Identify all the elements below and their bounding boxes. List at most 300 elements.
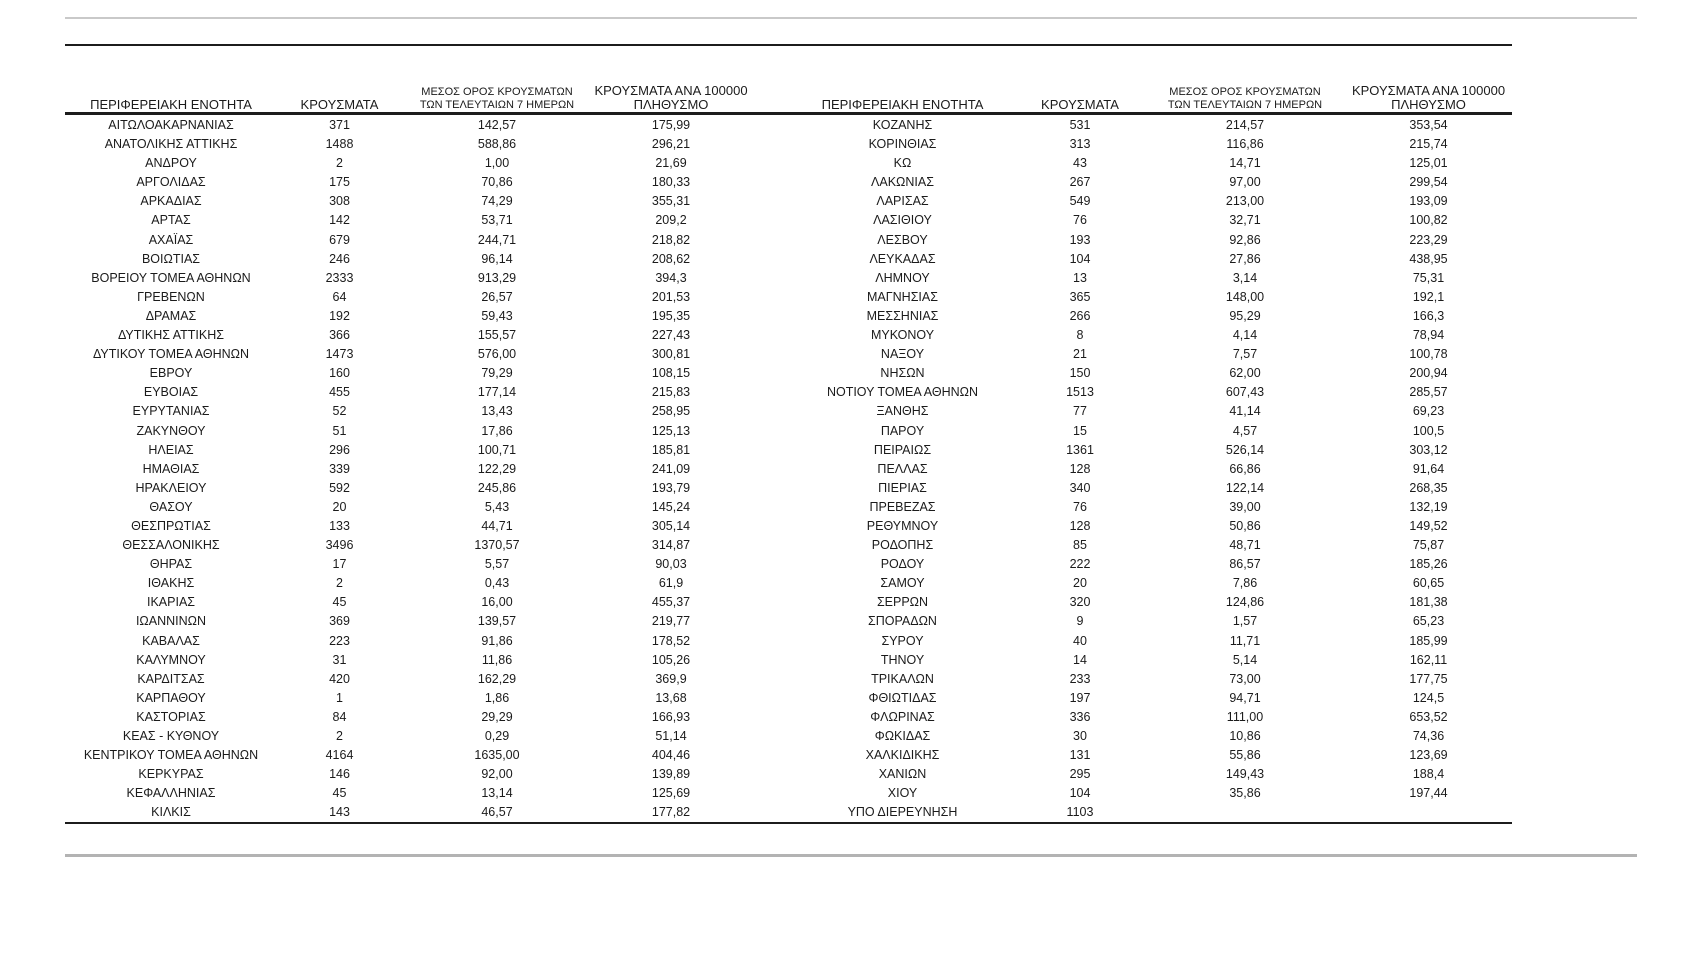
table-row	[790, 632, 1512, 651]
avg7-cell: 5,14	[1232, 652, 1258, 667]
header-underline-rule	[65, 112, 1512, 115]
table-row	[65, 651, 750, 670]
cases-cell: 76	[1073, 213, 1087, 228]
table-row	[790, 689, 1512, 708]
avg7-cell: 116,86	[1226, 137, 1264, 152]
table-row	[65, 192, 750, 211]
table-row	[65, 784, 750, 803]
per100k-cell: 285,57	[1409, 385, 1448, 400]
avg7-cell: 14,71	[1229, 156, 1261, 171]
per100k-cell: 108,15	[651, 366, 691, 381]
per100k-cell: 218,82	[651, 232, 691, 247]
avg7-cell: 1635,00	[474, 748, 520, 763]
per100k-header	[592, 46, 750, 116]
region-cell: ΧΙΟΥ	[887, 786, 918, 801]
top-divider	[65, 17, 1637, 19]
region-cell: ΗΡΑΚΛΕΙΟΥ	[135, 480, 207, 495]
per100k-cell: 123,69	[1409, 748, 1448, 763]
table-row	[65, 307, 750, 326]
region-cell: ΔΥΤΙΚΗΣ ΑΤΤΙΚΗΣ	[118, 328, 224, 343]
avg7-cell: 97,00	[1229, 175, 1261, 190]
table-row	[65, 612, 750, 631]
per100k-cell: 100,5	[1412, 423, 1445, 438]
per100k-cell: 185,81	[651, 442, 691, 457]
table-row	[65, 498, 750, 517]
cases-cell: 146	[329, 767, 350, 782]
table-row	[790, 555, 1512, 574]
cases-cell: 160	[329, 366, 350, 381]
per100k-cell: 195,35	[651, 308, 691, 323]
region-cell: ΣΕΡΡΩΝ	[876, 595, 929, 610]
table-row	[790, 765, 1512, 784]
per100k-cell: 177,75	[1409, 671, 1448, 686]
cases-cell: 9	[1076, 614, 1084, 629]
avg7-header-line2: ΤΩΝ ΤΕΛΕΥΤΑΙΩΝ 7 ΗΜΕΡΩΝ	[1167, 99, 1323, 111]
table-row	[790, 727, 1512, 746]
table-row	[790, 517, 1512, 536]
region-cell: ΝΑΞΟΥ	[880, 347, 925, 362]
per100k-cell: 192,1	[1412, 289, 1445, 304]
per100k-cell: 208,62	[651, 251, 691, 266]
per100k-cell: 653,52	[1409, 709, 1448, 724]
per100k-cell: 100,82	[1409, 213, 1448, 228]
region-cell: ΜΥΚΟΝΟΥ	[870, 328, 935, 343]
region-cell: ΛΕΥΚΑΔΑΣ	[869, 251, 936, 266]
avg7-cell: 607,43	[1225, 385, 1265, 400]
table-row	[790, 116, 1512, 135]
avg7-cell: 576,00	[477, 347, 517, 362]
per100k-cell: 200,94	[1409, 366, 1448, 381]
header-row	[790, 46, 1512, 116]
table-bottom-rule	[65, 822, 1512, 824]
avg7-cell: 4,57	[1232, 423, 1258, 438]
table-row	[65, 231, 750, 250]
cases-cell: 2	[336, 729, 343, 743]
table-row	[65, 765, 750, 784]
region-cell: ΦΘΙΩΤΙΔΑΣ	[868, 690, 937, 705]
per100k-cell: 51,14	[655, 729, 687, 743]
table-row	[65, 536, 750, 555]
cases-cell: 339	[329, 461, 350, 476]
per100k-cell: 61,9	[658, 576, 684, 591]
avg7-cell: 245,86	[477, 480, 517, 495]
cases-cell: 371	[329, 118, 350, 132]
per100k-cell: 21,69	[655, 156, 687, 171]
region-cell: ΒΟΡΕΙΟΥ ΤΟΜΕΑ ΑΘΗΝΩΝ	[91, 270, 251, 285]
avg7-cell: 213,00	[1225, 194, 1265, 209]
avg7-cell: 149,43	[1225, 767, 1265, 782]
region-cell: ΔΥΤΙΚΟΥ ΤΟΜΕΑ ΑΘΗΝΩΝ	[92, 347, 250, 362]
table-row	[65, 593, 750, 612]
avg7-cell: 50,86	[1229, 518, 1261, 533]
cases-cell: 320	[1069, 595, 1091, 610]
table-row	[790, 746, 1512, 765]
table-row	[790, 784, 1512, 803]
region-cell: ΠΑΡΟΥ	[880, 423, 925, 438]
avg7-cell: 92,00	[481, 767, 513, 782]
cases-cell: 17	[332, 557, 347, 572]
table-row	[790, 460, 1512, 479]
avg7-cell: 79,29	[481, 366, 513, 381]
region-cell: ΛΑΡΙΣΑΣ	[876, 194, 929, 209]
table-row	[65, 574, 750, 593]
table-row	[65, 441, 750, 460]
cases-cell: 222	[1069, 557, 1091, 572]
cases-cell: 52	[332, 404, 347, 419]
cases-cell: 20	[1073, 576, 1087, 591]
region-cell: ΔΡΑΜΑΣ	[145, 308, 197, 323]
cases-cell: 223	[329, 633, 350, 648]
region-cell: ΞΑΝΘΗΣ	[876, 404, 929, 419]
cases-cell: 336	[1069, 709, 1091, 724]
cases-cell: 340	[1069, 480, 1091, 495]
cases-cell: 31	[332, 652, 347, 667]
per100k-cell: 65,23	[1412, 614, 1445, 629]
avg7-cell: 177,14	[477, 385, 517, 400]
cases-cell: 296	[329, 442, 350, 457]
avg7-cell: 39,00	[1229, 499, 1261, 514]
cases-cell: 455	[329, 385, 350, 400]
table-row	[65, 632, 750, 651]
region-cell: ΕΥΡΥΤΑΝΙΑΣ	[132, 404, 210, 419]
region-cell: ΚΟΖΑΝΗΣ	[872, 118, 933, 132]
table-row	[65, 402, 750, 421]
header-row	[65, 46, 750, 116]
per100k-cell: 91,64	[1412, 461, 1445, 476]
region-cell: ΑΙΤΩΛΟΑΚΑΡΝΑΝΙΑΣ	[108, 118, 234, 132]
avg7-cell: 5,57	[484, 557, 510, 572]
avg7-cell: 35,86	[1229, 786, 1261, 801]
avg7-cell: 148,00	[1225, 289, 1265, 304]
region-cell: ΦΩΚΙΔΑΣ	[874, 729, 931, 743]
per100k-cell: 404,46	[651, 748, 691, 763]
region-header	[790, 46, 1015, 116]
cases-cell: 1473	[325, 347, 354, 362]
per100k-cell: 369,9	[655, 671, 687, 686]
cases-cell: 197	[1069, 690, 1091, 705]
region-cell: ΚΕΦΑΛΛΗΝΙΑΣ	[126, 786, 216, 801]
table-row	[65, 422, 750, 441]
avg7-cell: 122,14	[1225, 480, 1265, 495]
cases-cell: 313	[1069, 137, 1091, 152]
cases-cell: 175	[329, 175, 350, 190]
region-cell: ΚΑΣΤΟΡΙΑΣ	[136, 709, 206, 724]
region-cell: ΚΟΡΙΝΘΙΑΣ	[868, 137, 937, 152]
table-row	[790, 250, 1512, 269]
cases-header-label: ΚΡΟΥΣΜΑΤΑ	[1041, 97, 1119, 112]
per100k-cell: 241,09	[651, 461, 691, 476]
avg7-cell: 100,71	[477, 442, 517, 457]
table-row	[790, 612, 1512, 631]
per100k-cell: 197,44	[1409, 786, 1448, 801]
table-row	[65, 269, 750, 288]
per100k-cell: 149,52	[1409, 518, 1448, 533]
region-cell: ΘΕΣΣΑΛΟΝΙΚΗΣ	[122, 538, 220, 553]
cases-cell: 266	[1069, 308, 1091, 323]
avg7-cell: 4,14	[1232, 328, 1258, 343]
cases-cell: 366	[329, 328, 350, 343]
per100k-cell: 455,37	[651, 595, 691, 610]
avg7-cell: 13,43	[481, 404, 513, 419]
region-header-label: ΠΕΡΙΦΕΡΕΙΑΚΗ ΕΝΟΤΗΤΑ	[90, 97, 252, 112]
cases-cell: 51	[332, 423, 347, 438]
region-cell: ΥΠΟ ΔΙΕΡΕΥΝΗΣΗ	[847, 805, 958, 820]
per100k-cell: 353,54	[1409, 118, 1448, 132]
cases-cell: 1	[336, 690, 343, 705]
table-row	[65, 345, 750, 364]
region-cell: ΚΑΡΠΑΘΟΥ	[136, 690, 206, 705]
per100k-cell: 201,53	[651, 289, 691, 304]
region-cell: ΣΥΡΟΥ	[881, 633, 924, 648]
region-cell: ΣΑΜΟΥ	[880, 576, 925, 591]
avg7-cell: 91,86	[481, 633, 513, 648]
avg7-cell: 41,14	[1229, 404, 1261, 419]
table-row	[65, 670, 750, 689]
region-cell: ΠΙΕΡΙΑΣ	[878, 480, 927, 495]
region-cell: ΣΠΟΡΑΔΩΝ	[868, 614, 937, 629]
cases-cell: 150	[1069, 366, 1091, 381]
table-row	[65, 517, 750, 536]
table-row	[790, 708, 1512, 727]
cases-cell: 128	[1069, 461, 1091, 476]
region-cell: ΡΟΔΟΥ	[880, 557, 925, 572]
per100k-cell: 188,4	[1412, 767, 1445, 782]
table-row	[65, 479, 750, 498]
avg7-cell: 70,86	[481, 175, 513, 190]
per100k-header	[1345, 46, 1512, 116]
cases-cell: 193	[1069, 232, 1091, 247]
cases-cell: 192	[329, 308, 350, 323]
per100k-cell: 78,94	[1412, 328, 1445, 343]
cases-cell: 133	[329, 518, 350, 533]
avg7-cell: 66,86	[1229, 461, 1261, 476]
per100k-cell: 124,5	[1412, 690, 1445, 705]
cases-cell: 308	[329, 194, 350, 209]
avg7-cell: 1,86	[484, 690, 510, 705]
cases-cell: 679	[329, 232, 350, 247]
per100k-cell: 125,01	[1409, 156, 1448, 171]
per100k-cell: 90,03	[655, 557, 687, 572]
table-row	[790, 574, 1512, 593]
per100k-cell: 215,83	[651, 385, 691, 400]
region-header	[65, 46, 277, 116]
table-row	[790, 803, 1512, 822]
per100k-cell	[1345, 803, 1512, 822]
avg7-cell: 32,71	[1229, 213, 1261, 228]
cases-cell: 246	[329, 251, 350, 266]
region-cell: ΗΛΕΙΑΣ	[148, 442, 194, 457]
per100k-cell: 193,79	[651, 480, 691, 495]
region-cell: ΒΟΙΩΤΙΑΣ	[141, 251, 201, 266]
avg7-header-line1: ΜΕΣΟΣ ΟΡΟΣ ΚΡΟΥΣΜΑΤΩΝ	[1169, 86, 1321, 98]
table-row	[65, 689, 750, 708]
cases-cell: 45	[332, 595, 347, 610]
per100k-cell: 299,54	[1409, 175, 1448, 190]
region-cell: ΝΟΤΙΟΥ ΤΟΜΕΑ ΑΘΗΝΩΝ	[826, 385, 979, 400]
avg7-cell: 3,14	[1232, 270, 1258, 285]
region-cell: ΠΡΕΒΕΖΑΣ	[869, 499, 936, 514]
avg7-cell: 96,14	[481, 251, 513, 266]
per100k-cell: 258,95	[651, 404, 691, 419]
table-row	[790, 402, 1512, 421]
table-row	[65, 154, 750, 173]
per100k-cell: 105,26	[651, 652, 691, 667]
avg7-cell: 122,29	[477, 461, 517, 476]
region-cell: ΛΑΣΙΘΙΟΥ	[873, 213, 932, 228]
avg7-cell: 27,86	[1229, 251, 1261, 266]
cases-cell: 549	[1069, 194, 1091, 209]
avg7-cell: 62,00	[1229, 366, 1261, 381]
table-row	[790, 498, 1512, 517]
region-cell: ΠΕΙΡΑΙΩΣ	[873, 442, 932, 457]
region-cell: ΚΑΛΥΜΝΟΥ	[136, 652, 206, 667]
per100k-cell: 145,24	[651, 499, 691, 514]
cases-header-label: ΚΡΟΥΣΜΑΤΑ	[300, 97, 379, 112]
table-row	[790, 192, 1512, 211]
avg7-cell: 29,29	[481, 709, 513, 724]
table-row	[790, 422, 1512, 441]
avg7-cell: 1370,57	[474, 538, 520, 553]
table-row	[790, 536, 1512, 555]
region-cell: ΕΒΡΟΥ	[149, 366, 193, 381]
table-row	[790, 383, 1512, 402]
cases-cell: 20	[332, 499, 347, 514]
avg7-cell: 214,57	[1225, 118, 1265, 132]
cases-cell: 233	[1069, 671, 1091, 686]
per100k-header-line2: ΠΛΗΘΥΣΜΟ	[633, 97, 709, 112]
avg7-cell: 26,57	[481, 289, 513, 304]
per100k-cell: 303,12	[1409, 442, 1448, 457]
avg7-cell: 16,00	[481, 595, 513, 610]
avg7-cell: 0,29	[484, 729, 510, 743]
per100k-header-line2: ΠΛΗΘΥΣΜΟ	[1391, 97, 1466, 112]
avg7-cell: 139,57	[477, 614, 517, 629]
cases-cell: 30	[1073, 729, 1087, 743]
cases-cell: 64	[332, 289, 347, 304]
region-cell: ΙΘΑΚΗΣ	[147, 576, 195, 591]
tables-container	[65, 46, 1512, 822]
table-row	[65, 708, 750, 727]
region-cell: ΤΗΝΟΥ	[880, 652, 925, 667]
region-cell: ΑΝΔΡΟΥ	[145, 156, 197, 171]
cases-header	[1015, 46, 1145, 116]
region-cell: ΘΗΡΑΣ	[149, 557, 193, 572]
avg7-cell: 142,57	[477, 118, 517, 132]
region-cell: ΖΑΚΥΝΘΟΥ	[136, 423, 206, 438]
avg7-cell: 124,86	[1225, 595, 1265, 610]
cases-cell: 3496	[325, 538, 354, 553]
region-header-label: ΠΕΡΙΦΕΡΕΙΑΚΗ ΕΝΟΤΗΤΑ	[821, 97, 984, 112]
cases-table-left	[65, 46, 750, 822]
avg7-cell: 13,14	[481, 786, 513, 801]
cases-cell: 21	[1073, 347, 1087, 362]
cases-cell: 76	[1073, 499, 1087, 514]
cases-header	[277, 46, 402, 116]
avg7-cell: 7,57	[1232, 347, 1258, 362]
table-row	[65, 326, 750, 345]
table-row	[65, 460, 750, 479]
region-cell: ΛΕΣΒΟΥ	[877, 232, 928, 247]
cases-cell: 267	[1069, 175, 1091, 190]
table-row	[65, 746, 750, 765]
table-row	[790, 326, 1512, 345]
region-cell: ΜΕΣΣΗΝΙΑΣ	[866, 308, 939, 323]
cases-cell: 2	[336, 576, 343, 591]
cases-cell: 77	[1073, 404, 1087, 419]
avg7-cell: 55,86	[1229, 748, 1261, 763]
avg7-cell: 94,71	[1229, 690, 1261, 705]
cases-cell: 128	[1069, 518, 1091, 533]
per100k-cell: 305,14	[651, 518, 691, 533]
table-row	[790, 231, 1512, 250]
per100k-cell: 75,31	[1412, 270, 1445, 285]
region-cell: ΦΛΩΡΙΝΑΣ	[870, 709, 935, 724]
regional-cases-table-band	[65, 44, 1512, 824]
region-cell: ΚΩ	[893, 156, 912, 171]
table-row	[790, 269, 1512, 288]
cases-cell: 365	[1069, 289, 1091, 304]
region-cell: ΓΡΕΒΕΝΩΝ	[137, 289, 205, 304]
table-row	[790, 154, 1512, 173]
per100k-cell: 185,99	[1409, 633, 1448, 648]
avg7-header	[1145, 46, 1345, 116]
per100k-cell: 175,99	[651, 118, 691, 132]
avg7-cell: 155,57	[477, 328, 517, 343]
avg7-cell: 1,00	[484, 156, 510, 171]
cases-cell: 43	[1073, 156, 1087, 171]
table-row	[65, 727, 750, 746]
per100k-cell: 60,65	[1412, 576, 1445, 591]
region-cell: ΡΕΘΥΜΝΟΥ	[866, 518, 939, 533]
cases-cell: 592	[329, 480, 350, 495]
per100k-cell: 215,74	[1409, 137, 1448, 152]
table-row	[65, 364, 750, 383]
table-row	[65, 250, 750, 269]
region-cell: ΚΕΡΚΥΡΑΣ	[138, 767, 204, 782]
cases-cell: 1361	[1066, 442, 1094, 457]
per100k-cell: 227,43	[651, 328, 691, 343]
cases-cell: 40	[1073, 633, 1087, 648]
bottom-divider	[65, 854, 1637, 857]
per100k-cell: 209,2	[655, 213, 687, 228]
table-row	[65, 135, 750, 154]
per100k-cell: 223,29	[1409, 232, 1448, 247]
per100k-cell: 75,87	[1412, 538, 1445, 553]
avg7-cell: 46,57	[481, 805, 513, 820]
table-row	[65, 211, 750, 230]
per100k-cell: 219,77	[651, 614, 691, 629]
avg7-cell: 74,29	[481, 194, 513, 209]
avg7-cell: 526,14	[1225, 442, 1265, 457]
cases-cell: 104	[1069, 251, 1091, 266]
cases-cell: 1513	[1066, 385, 1094, 400]
table-row	[790, 288, 1512, 307]
avg7-cell: 95,29	[1229, 308, 1261, 323]
left-table-body	[65, 116, 750, 822]
avg7-header-line1: ΜΕΣΟΣ ΟΡΟΣ ΚΡΟΥΣΜΑΤΩΝ	[421, 86, 573, 98]
region-cell: ΛΑΚΩΝΙΑΣ	[871, 175, 934, 190]
avg7-cell: 86,57	[1229, 557, 1261, 572]
cases-cell: 369	[329, 614, 350, 629]
per100k-cell: 177,82	[651, 805, 691, 820]
avg7-cell: 0,43	[484, 576, 510, 591]
avg7-cell: 92,86	[1229, 232, 1261, 247]
cases-table-right	[790, 46, 1512, 822]
region-cell: ΛΗΜΝΟΥ	[875, 270, 930, 285]
region-cell: ΚΑΒΑΛΑΣ	[142, 633, 200, 648]
region-cell: ΚΑΡΔΙΤΣΑΣ	[137, 671, 205, 686]
table-row	[65, 116, 750, 135]
